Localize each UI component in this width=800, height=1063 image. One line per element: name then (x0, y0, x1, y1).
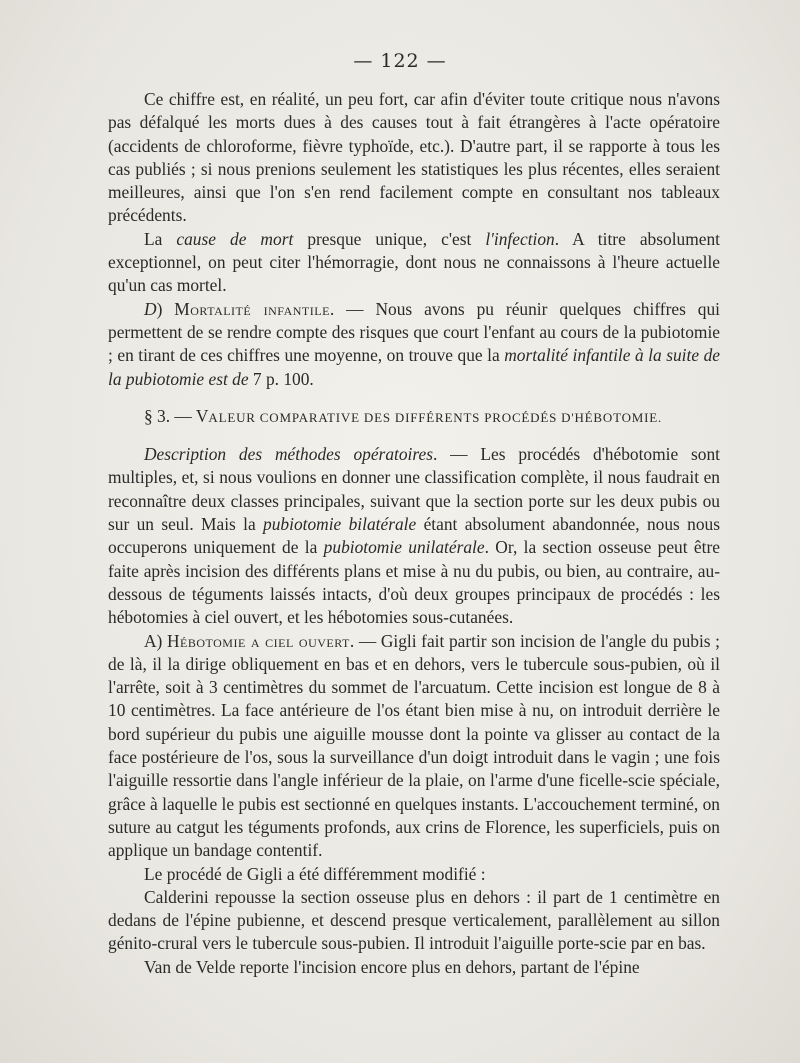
italic-run: Description des méthodes opératoires (144, 444, 433, 465)
paragraph-gigli-modified: Le procédé de Gigli a été différemment modifié : (144, 863, 486, 884)
text-run: presque unique, c'est (293, 228, 486, 249)
paragraph-calderini: Calderini repousse la section osseuse plus en dehors : il part de 1 centimètre en dedans de l'épine pubienne, et descend presque verticalement, parallèlement au sillon génito-crural vers le tubercule sous-pubien. Il introduit l'aiguille porte-scie par en bas. (108, 886, 720, 954)
italic-run: pubiotomie unilatérale (323, 537, 485, 558)
italic-run: mortalité infantile à la suite de la pubiotomie est de (108, 345, 720, 389)
text-run: ) (156, 298, 175, 319)
text-run: étant absolument abandonnée, nous nous occuperons uniquement de la (108, 514, 721, 558)
page-number: — 122 — (353, 50, 447, 72)
italic-run: cause de mort (176, 228, 294, 249)
paragraph-infant-mortality (108, 298, 720, 391)
body-text (108, 88, 720, 979)
paragraph-cause-of-death (108, 228, 720, 298)
paragraph-description-methods (108, 443, 720, 629)
text-run: . A titre absolument exceptionnel, on peut citer l'hémorragie, dont nous ne connaissons à l'heure actuelle qu'un cas mortel. (108, 228, 720, 296)
text-run: A) (144, 630, 167, 651)
text-run: . Or, la section osseuse peut être faite après incision des différents plans et mise à nu du pubis, ou bien, au contraire, au-dessous de téguments laissés intacts, d'où deux groupes principaux de procédés : les hébotomies à ciel ouvert, et les hébotomies sous-cutanées. (108, 537, 720, 628)
section-heading (108, 405, 720, 429)
text-run: 7 p. 100. (248, 368, 314, 389)
small-caps-heading: Hébotomie a ciel ouvert (166, 630, 350, 651)
paragraph-open-hebotomy (108, 630, 720, 863)
section-title: ALEUR COMPARATIVE DES DIFFÉRENTS PROCÉDÉS D'HÉBOTOMIE. (208, 409, 663, 425)
italic-run: D (144, 298, 157, 319)
paragraph-van-de-velde: Van de Velde reporte l'incision encore plus en dehors, partant de l'épine (144, 956, 640, 977)
text-run: . — Gigli fait partir son incision de l'angle du pubis ; de là, il la dirige obliquement en bas et en dehors, vers le tubercule sous-pubien, où il l'arrête, soit à 3 centimètres du sommet de l'arcuatum. Cette incision est longue de 8 à 10 centimètres. La face antérieure de l'os étant bien mise à nu, on introduit derrière le bord supérieur du pubis une aiguille mousse dont la pointe va glisser au contact de la face postérieure de l'os, sous la surveillance d'un doigt introduit dans le vagin ; une fois l'aiguille ressortie dans l'angle inférieur de la plaie, on l'arme d'une ficelle-scie spéciale, grâce à laquelle le pubis est sectionné en quelques instants. L'accouchement terminé, on suture au catgut les téguments profonds, aux crins de Florence, les superficiels, puis on applique un bandage contentif. (108, 630, 720, 861)
paragraph-death-figures: Ce chiffre est, en réalité, un peu fort, car afin d'éviter toute critique nous n'avons pas défalqué les morts dues à des causes tout à fait étrangères à l'acte opératoire (accidents de chloroforme, fièvre typhoïde, etc.). D'autre part, il se rapporte à tous les cas publiés ; si nous prenions seulement les statistiques les plus récentes, elles seraient meilleures, ainsi que l'on s'en rend facilement compte en consultant nos tableaux précédents. (108, 89, 720, 226)
italic-run: l'infection (485, 228, 555, 249)
small-caps-heading: Mortalité infantile (174, 298, 330, 319)
text-run: . — Nous avons pu réunir quelques chiffres qui permettent de se rendre compte des risques que court l'enfant au cours de la pubiotomie ; en tirant de ces chiffres une moyenne, on trouve que la (108, 298, 721, 366)
text-run: . — Les procédés d'hébotomie sont multiples, et, si nous voulions en donner une classification complète, il nous faudrait en reconnaître deux classes principales, suivant que la section porte sur les deux pubis ou sur un seul. Mais la (108, 444, 720, 535)
italic-run: pubiotomie bilatérale (263, 514, 417, 535)
section-initial: V (195, 405, 209, 426)
section-number: § 3. — (144, 405, 196, 426)
text-run: La (144, 228, 177, 249)
